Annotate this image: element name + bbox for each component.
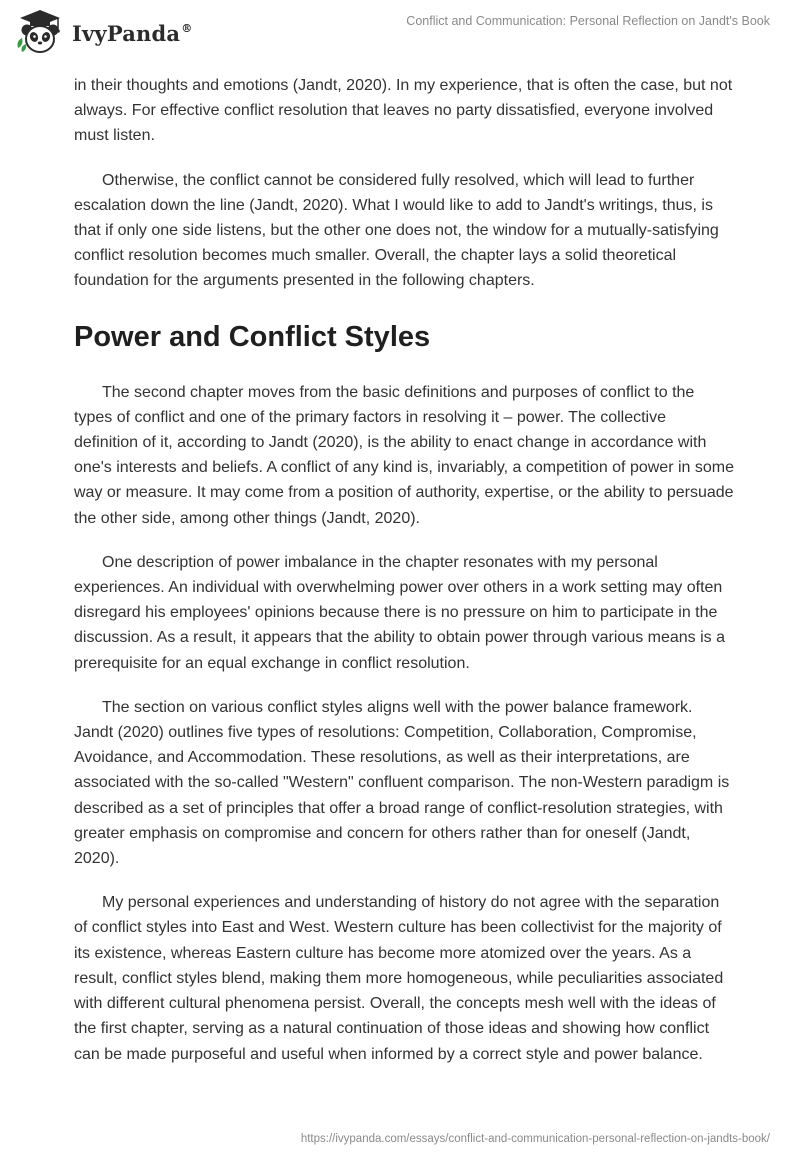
- registered-mark: ®: [181, 21, 193, 35]
- paragraph-6: My personal experiences and understanding of history do not agree with the separation of conflict styles into East and West. Western culture has been collectivist for the majority of its existence, whereas Eastern culture has become more atomized over the years. As a result, conflict styles blend, making them more homogeneous, while peculiarities associated with different cultural phenomena persist. Overall, the concepts mesh well with the ideas of the first chapter, serving as a natural continuation of those ideas and showing how conflict can be made purposeful and useful when informed by a correct style and power balance.: [74, 894, 724, 1063]
- paragraph-3: The second chapter moves from the basic definitions and purposes of conflict to the types of conflict and one of the primary factors in resolving it – power. The collective definition of it, according to Jandt (2020), is the ability to enact change in accordance with one's interests and beliefs. A conflict of any kind is, invariably, a competition of power in some way or measure. It may come from a position of authority, expertise, or the ability to persuade the other side, among other things (Jandt, 2020).: [74, 383, 734, 527]
- paragraph-5: The section on various conflict styles aligns well with the power balance framework. Jandt (2020) outlines five types of resolutions: Competition, Collaboration, Compromise, Avoidance, and Accommodation. These resolutions, as well as their interpretations, are associated with the so-called "Western" confluent comparison. The non-Western paradigm is described as a set of principles that offer a broad range of conflict-resolution strategies, with greater emphasis on compromise and concern for others rather than for oneself (Jandt, 2020).: [74, 698, 730, 868]
- section-heading: Power and Conflict Styles: [74, 320, 431, 353]
- document-title: Conflict and Communication: Personal Reflection on Jandt's Book: [406, 14, 770, 28]
- page-header: [0, 0, 800, 66]
- essay-body: [74, 73, 734, 1086]
- logo-wordmark: [72, 21, 192, 46]
- paragraph-4: One description of power imbalance in the chapter resonates with my personal experiences. An individual with overwhelming power over others in a work setting may often disregard his employees' opinions because there is no pressure on him to participate in the discussion. As a result, it appears that the ability to obtain power through various means is a prerequisite for an equal exchange in conflict resolution.: [74, 553, 726, 672]
- ivypanda-logo[interactable]: [14, 8, 192, 56]
- paragraph-1: in their thoughts and emotions (Jandt, 2020). In my experience, that is often the case, but not always. For effective conflict resolution that leaves no party dissatisfied, everyone involved must listen.: [74, 77, 733, 145]
- source-url[interactable]: https://ivypanda.com/essays/conflict-and-communication-personal-reflection-on-jandts-book/: [300, 1133, 770, 1145]
- paragraph-2: Otherwise, the conflict cannot be considered fully resolved, which will lead to further escalation down the line (Jandt, 2020). What I would like to add to Jandt's writings, thus, is that if only one side listens, but the other one does not, the window for a mutually-satisfying conflict resolution becomes much smaller. Overall, the chapter lays a solid theoretical foundation for the arguments presented in the following chapters.: [74, 171, 719, 290]
- panda-graduate-icon: [14, 8, 66, 56]
- logo-wordmark-text: IvyPanda: [72, 20, 181, 46]
